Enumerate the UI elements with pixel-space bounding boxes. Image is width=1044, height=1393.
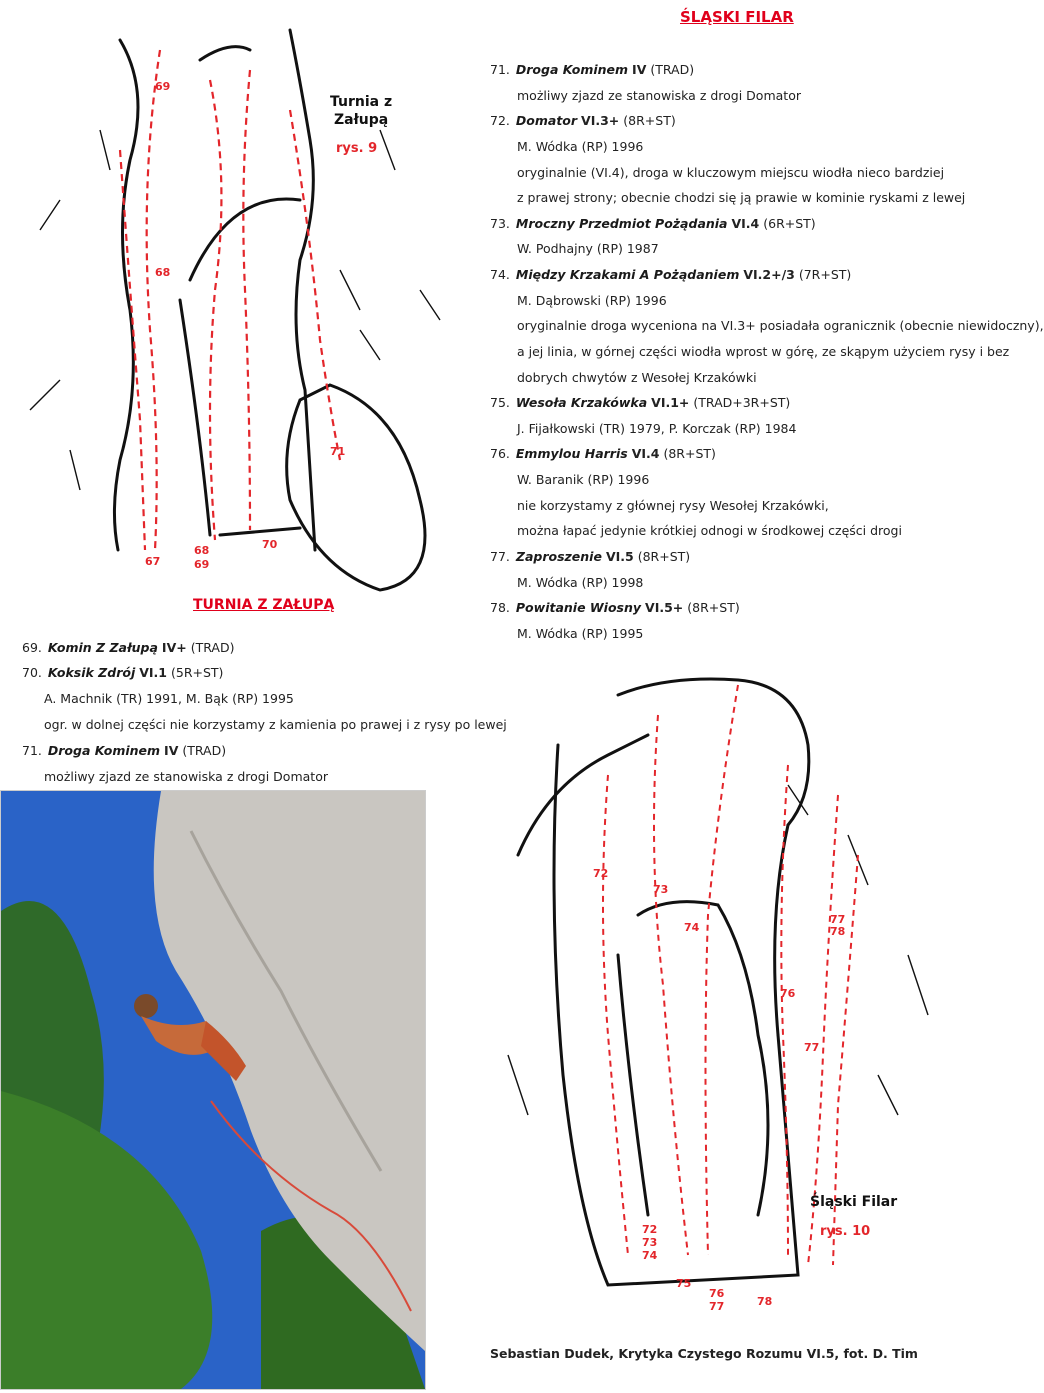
topo2-label: 73	[653, 883, 669, 896]
pillar-top-outline	[618, 679, 809, 825]
topo1-label: 67	[145, 555, 161, 568]
route-74-line	[706, 685, 739, 1255]
route-entry: 76. Emmylou Harris VI.4 (8R+ST)	[490, 446, 716, 461]
section-title: TURNIA Z ZAŁUPĄ	[193, 597, 335, 613]
route-entry: 69. Komin Z Załupą IV+ (TRAD)	[22, 640, 235, 655]
topo1-label: 69	[155, 80, 171, 93]
topo2-label: 77	[804, 1041, 820, 1054]
route-note: a jej linia, w górnej części wiodła wprost w górę, ze skąpym użyciem rysy i bez	[517, 344, 1010, 359]
route-note: J. Fijałkowski (TR) 1979, P. Korczak (RP) 1984	[517, 421, 797, 436]
route-note: M. Wódka (RP) 1998	[517, 575, 644, 590]
topo2-label: 74	[642, 1249, 658, 1262]
topo2-label: 77	[709, 1300, 725, 1313]
topo2-label: 77	[830, 913, 846, 926]
route-note: oryginalnie droga wyceniona na VI.3+ posiadała ogranicznik (obecnie niewidoczny),	[517, 318, 1044, 333]
route-entry: 71. Droga Kominem IV (TRAD)	[22, 743, 227, 758]
route-note: M. Wódka (RP) 1995	[517, 626, 644, 641]
route-entry: 71. Droga Kominem IV (TRAD)	[490, 62, 695, 77]
topo2-label: 75	[676, 1277, 692, 1290]
route-entry: 74. Między Krzakami A Pożądaniem VI.2+/3 (7R+ST)	[490, 267, 852, 282]
topo1-title: Turnia z	[330, 94, 393, 110]
topo2-title: Śląski Filar	[810, 1194, 898, 1210]
route-note: możliwy zjazd ze stanowiska z drogi Domator	[517, 88, 801, 103]
route-note: ogr. w dolnej części nie korzystamy z kamienia po prawej i z rysy po lewej	[44, 717, 507, 732]
topo1-label: 68	[155, 266, 171, 279]
topo2-label: 72	[642, 1223, 658, 1236]
topo1-label: 71	[330, 445, 346, 458]
topo1-figure-label: rys. 9	[336, 141, 378, 156]
route-note: M. Dąbrowski (RP) 1996	[517, 293, 667, 308]
route-note: z prawej strony; obecnie chodzi się ją prawie w kominie ryskami z lewej	[517, 190, 966, 205]
route-entry: 70. Koksik Zdrój VI.1 (5R+ST)	[22, 665, 224, 680]
route-69-line	[147, 50, 160, 550]
route-entry: 77. Zaproszenie VI.5 (8R+ST)	[490, 549, 691, 564]
climber-photo-image	[1, 791, 425, 1389]
topo2-label: 78	[757, 1295, 773, 1308]
page-header-title: ŚLĄSKI FILAR	[680, 8, 794, 26]
route-entry: 73. Mroczny Przedmiot Pożądania VI.4 (6R+ST)	[490, 216, 816, 231]
route-note: oryginalnie (VI.4), droga w kluczowym miejscu wiodła nieco bardziej	[517, 165, 945, 180]
route-note: możliwy zjazd ze stanowiska z drogi Domator	[44, 769, 328, 784]
topo-slaski-filar	[488, 655, 958, 1325]
route-70-line	[243, 70, 250, 530]
route-entry: 75. Wesoła Krzakówka VI.1+ (TRAD+3R+ST)	[490, 395, 791, 410]
topo2-figure-label: rys. 10	[820, 1224, 871, 1239]
topo1-title: Załupą	[334, 112, 389, 128]
route-note: dobrych chwytów z Wesołej Krzakówki	[517, 370, 757, 385]
route-entry: 72. Domator VI.3+ (8R+ST)	[490, 113, 676, 128]
topo1-label: 70	[262, 538, 278, 551]
route-68-line	[210, 80, 221, 540]
topo1-label: 68	[194, 544, 210, 557]
wall-right-edge	[290, 30, 315, 550]
route-note: można łapać jedynie krótkiej odnogi w środkowej części drogi	[517, 523, 902, 538]
climber-photo	[0, 790, 426, 1390]
route-note: M. Wódka (RP) 1996	[517, 139, 644, 154]
topo2-label: 74	[684, 921, 700, 934]
topo2-label: 73	[642, 1236, 658, 1249]
topo2-label: 78	[830, 925, 846, 938]
topo2-label: 76	[780, 987, 796, 1000]
route-entry: 78. Powitanie Wiosny VI.5+ (8R+ST)	[490, 600, 740, 615]
photo-caption: Sebastian Dudek, Krytyka Czystego Rozumu VI.5, fot. D. Tim	[490, 1346, 918, 1361]
route-73-line	[654, 715, 688, 1255]
topo2-label: 76	[709, 1287, 725, 1300]
route-note: W. Baranik (RP) 1996	[517, 472, 650, 487]
topo2-label: 72	[593, 867, 609, 880]
topo1-label: 69	[194, 558, 210, 571]
pillar-inner-ridge	[638, 902, 768, 1215]
route-note: A. Machnik (TR) 1991, M. Bąk (RP) 1995	[44, 691, 294, 706]
route-note: nie korzystamy z głównej rysy Wesołej Krzakówki,	[517, 498, 829, 513]
wall-left-edge	[114, 40, 138, 550]
route-note: W. Podhajny (RP) 1987	[517, 241, 659, 256]
topo-turnia-z-zalupa	[0, 30, 470, 600]
